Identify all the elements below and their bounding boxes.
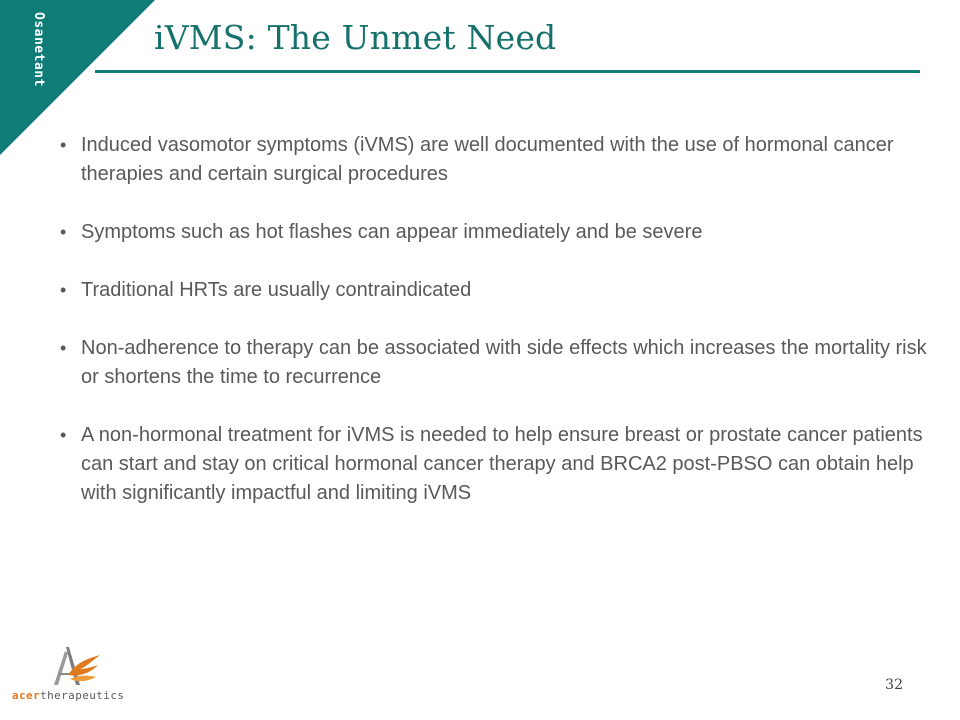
- bullet-item: [58, 218, 928, 247]
- page-number: 32: [885, 677, 903, 693]
- bullet-dot-icon: •: [60, 222, 67, 242]
- bullet-text: Non-adherence to therapy can be associated with side effects which increases the mortality risk or shortens the time to recurrence: [81, 337, 927, 388]
- bullet-item: [58, 131, 928, 189]
- title-divider: [95, 70, 920, 73]
- bullet-item: [58, 421, 928, 508]
- logo-wordmark: [12, 689, 124, 702]
- bullet-text: A non-hormonal treatment for iVMS is needed to help ensure breast or prostate cancer patients can start and stay on critical hormonal cancer therapy and BRCA2 post-PBSO can obtain help with significantly impactful and limiting iVMS: [81, 424, 923, 504]
- bullet-item: [58, 334, 928, 392]
- logo-suffix-text: therapeutics: [40, 689, 125, 702]
- bullet-item: [58, 276, 928, 305]
- bullet-text: Traditional HRTs are usually contraindicated: [81, 279, 472, 301]
- bullet-text: Symptoms such as hot flashes can appear immediately and be severe: [81, 221, 703, 243]
- bullet-list: [58, 131, 928, 537]
- bullet-dot-icon: •: [60, 135, 67, 155]
- bullet-dot-icon: •: [60, 425, 67, 445]
- bullet-text: Induced vasomotor symptoms (iVMS) are well documented with the use of hormonal cancer therapies and certain surgical procedures: [81, 134, 894, 185]
- bullet-dot-icon: •: [60, 280, 67, 300]
- logo-brand-text: acer: [12, 689, 41, 702]
- corner-product-label: Osanetant: [31, 12, 46, 87]
- company-logo: [12, 645, 125, 707]
- bullet-dot-icon: •: [60, 338, 67, 358]
- logo-a-mark-icon: [46, 645, 102, 689]
- slide-title: iVMS: The Unmet Need: [154, 18, 557, 57]
